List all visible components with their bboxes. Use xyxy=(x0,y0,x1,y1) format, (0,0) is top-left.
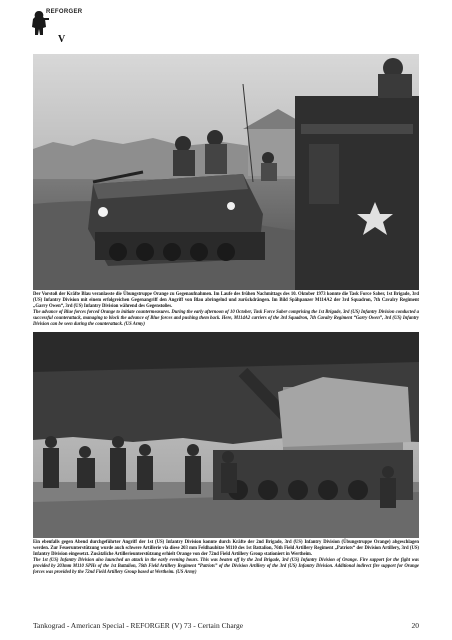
photo-top-caption xyxy=(33,292,419,328)
publisher-logo xyxy=(28,9,88,51)
photo-top-m114-carriers xyxy=(33,54,419,290)
caption-german: Der Vorstoß der Kräfte Blau veranlasste die Übungstruppe Orange zu Gegenaufnahmen. Im Laufe des frühen Nachmittags des 10. Oktober 1973 konnte die Task Force Saber, 1st Brigade, 3rd (US) Infantry Division mit einem erfolgreichen Gegenangriff den Angriff von Blau abringelnd und zurückdrängen. Im Bild Spähpanzer M114A2 der 3rd Squadron, 7th Cavalry Regiment „Garry Owen“, 3rd (US) Infantry Division während des Gegenstoßes. xyxy=(33,292,419,309)
footer-title: Tankograd - American Special - REFORGER (V) 73 - Certain Charge xyxy=(33,621,244,630)
caption-english: The 1st (US) Infantry Division also launched an attack in the early evening hours. This was beaten off by the 2nd Brigade, 3rd (US) Infantry Division of Orange. Fire support for the fight was provided by 203mm M110 SPHs of the 1st Battalion, 76th Field Artillery Regiment “Patriots” of the Division Artillery of the 3rd (US) Infantry Division. Additional indirect fire support for Orange forces was provided by the 72nd Field Artillery Group based at Wertheim. (US Army) xyxy=(33,558,419,575)
logo-subtitle: V xyxy=(58,34,66,45)
photo-bottom-m110-howitzer xyxy=(33,332,419,538)
logo-text: REFORGER xyxy=(46,9,83,15)
page-number: 20 xyxy=(411,621,419,630)
photo-bottom-caption xyxy=(33,540,419,576)
caption-english: The advance of Blue forces forced Orange to initiate countermeasures. During the early afternoon of 10 October, Task Force Saber comprising the 1st Brigade, 3rd (US) Infantry Division conducted a successful counterattack, managing to block the advance of Blue forces and pushing them back. Here, M114A2 carriers of the 3rd Squadron, 7th Cavalry Regiment “Garry Owen”, 3rd (US) Infantry Division can be seen during the counterattack. (US Army) xyxy=(33,310,419,327)
caption-german: Ein ebenfalls gegen Abend durchgeführter Angriff der 1st (US) Infantry Division konnte durch Kräfte der 2nd Brigade, 3rd (US) Infantry Division (Übungstruppe Orange) abgeschlagen werden. Zur Feuerunterstützung wurde auch schwere Artillerie via diese 203 mm Feldhaubitze M110 des 1st Battalion, 76th Field Artillery Regiment „Patriots“ der Division Artillery, 3rd (US) Infantry Division eingesetzt. Zusätzliche Artillerieunterstützung erhielt Orange von der 72nd Field Artillery Group stationiert in Wertheim. xyxy=(33,540,419,557)
